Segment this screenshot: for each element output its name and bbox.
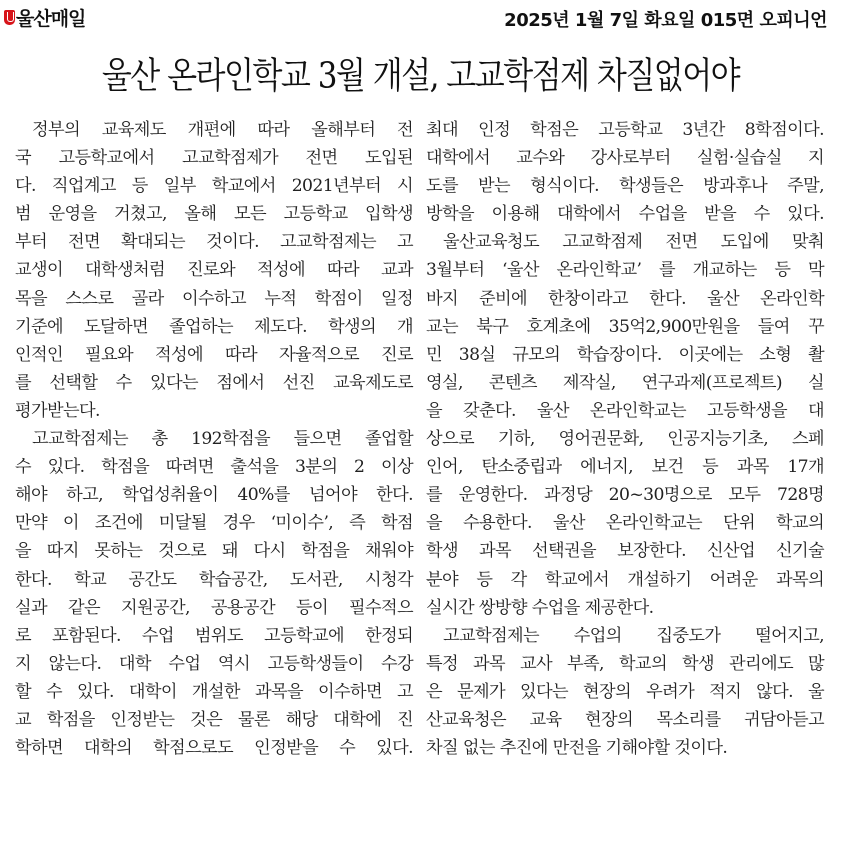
article-text-line: 목을 스스로 골라 이수하고 누적 학점이 일정 bbox=[15, 288, 413, 309]
article-text-line: 지 않는다. 대학 수업 역시 고등학생들이 수강 bbox=[15, 653, 413, 674]
article-column-left bbox=[15, 116, 413, 762]
article-text-line: 영실, 콘텐츠 제작실, 연구과제(프로젝트) 실 bbox=[426, 372, 824, 393]
dateline: 2025년 1월 7일 화요일 015면 오피니언 bbox=[504, 10, 827, 31]
article-text-line: 학생 과목 선택권을 보장한다. 신산업 신기술 bbox=[426, 541, 824, 562]
article-text-line: 은 문제가 있다는 현장의 우려가 적지 않다. 울 bbox=[426, 681, 824, 702]
article-text-line: 수 있다. 학점을 따려면 출석을 3분의 2 이상 bbox=[15, 457, 413, 478]
article-text-line: 민 38실 규모의 학습장이다. 이곳에는 소형 촬 bbox=[426, 344, 824, 365]
article-text-line: 차질 없는 추진에 만전을 기해야할 것이다. bbox=[426, 738, 728, 759]
article-text-line: 학하면 대학의 학점으로도 인정받을 수 있다. bbox=[15, 738, 413, 759]
article-text-line: 평가받는다. bbox=[15, 400, 100, 421]
article-text-line: 인적인 필요와 적성에 따라 자율적으로 진로 bbox=[15, 344, 413, 365]
article-column-right bbox=[426, 116, 824, 762]
logo-u-icon bbox=[4, 10, 15, 25]
article-text-line: 인어, 탄소중립과 에너지, 보건 등 과목 17개 bbox=[426, 457, 824, 478]
article-text-line: 교 학점을 인정받는 것은 물론 해당 대학에 진 bbox=[15, 709, 413, 730]
article-headline: 울산 온라인학교 3월 개설, 고교학점제 차질없어야 bbox=[101, 55, 740, 97]
article-text-line: 방학을 이용해 대학에서 수업을 받을 수 있다. bbox=[426, 204, 824, 225]
article-text-line: 특정 과목 교사 부족, 학교의 학생 관리에도 많 bbox=[426, 653, 824, 674]
article-text-line: 기준에 도달하면 졸업하는 제도다. 학생의 개 bbox=[15, 316, 413, 337]
article-text-line: 산교육청은 교육 현장의 목소리를 귀담아듣고 bbox=[426, 709, 824, 730]
article-text-line: 대학에서 교수와 강사로부터 실험·실습실 지 bbox=[426, 148, 824, 169]
article-text-line: 상으로 기하, 영어권문화, 인공지능기초, 스페 bbox=[426, 429, 824, 450]
masthead bbox=[0, 0, 841, 36]
article-text-line: 로 포함된다. 수업 범위도 고등학교에 한정되 bbox=[15, 625, 413, 646]
article-text-line: 도를 받는 형식이다. 학생들은 방과후나 주말, bbox=[426, 176, 824, 197]
article-text-line: 국 고등학교에서 고교학점제가 전면 도입된 bbox=[15, 148, 413, 169]
article-text-line: 실시간 쌍방향 수업을 제공한다. bbox=[426, 597, 654, 618]
article-text-line: 만약 이 조건에 미달될 경우 ‘미이수’, 즉 학점 bbox=[15, 513, 413, 534]
article-text-line: 를 운영한다. 과정당 20~30명으로 모두 728명 bbox=[426, 485, 824, 506]
article-text-line: 부터 전면 확대되는 것이다. 고교학점제는 고 bbox=[15, 232, 413, 253]
article-text-line: 바지 준비에 한창이라고 한다. 울산 온라인학 bbox=[426, 288, 824, 309]
article-text-line: 을 따지 못하는 것으로 돼 다시 학점을 채워야 bbox=[15, 541, 413, 562]
article-text-line: 해야 하고, 학업성취율이 40%를 넘어야 한다. bbox=[15, 485, 413, 506]
article-text-line: 분야 등 각 학교에서 개설하기 어려운 과목의 bbox=[426, 569, 824, 590]
article-text-line: 을 수용한다. 울산 온라인학교는 단위 학교의 bbox=[426, 513, 824, 534]
article-text-line: 고교학점제는 수업의 집중도가 떨어지고, bbox=[443, 625, 824, 646]
article-text-line: 정부의 교육제도 개편에 따라 올해부터 전 bbox=[32, 120, 413, 140]
article-text-line: 를 선택할 수 있다는 점에서 선진 교육제도로 bbox=[15, 372, 413, 393]
article-text-line: 3월부터 ‘울산 온라인학교’ 를 개교하는 등 막 bbox=[426, 260, 824, 281]
article-text-line: 교생이 대학생처럼 진로와 적성에 따라 교과 bbox=[15, 260, 413, 281]
newspaper-logo bbox=[4, 4, 85, 31]
article-text-line: 다. 직업계고 등 일부 학교에서 2021년부터 시 bbox=[15, 176, 413, 197]
article-text-line: 한다. 학교 공간도 학습공간, 도서관, 시청각 bbox=[15, 569, 413, 590]
article-text-line: 고교학점제는 총 192학점을 들으면 졸업할 bbox=[32, 429, 413, 450]
article-text-line: 할 수 있다. 대학이 개설한 과목을 이수하면 고 bbox=[15, 681, 413, 702]
article-text-line: 최대 인정 학점은 고등학교 3년간 8학점이다. bbox=[426, 120, 824, 140]
article-text-line: 교는 북구 호계초에 35억2,900만원을 들여 꾸 bbox=[426, 316, 824, 337]
article-text-line: 을 갖춘다. 울산 온라인학교는 고등학생을 대 bbox=[426, 400, 824, 421]
logo-text: 울산매일 bbox=[16, 8, 86, 30]
article-text-line: 울산교육청도 고교학점제 전면 도입에 맞춰 bbox=[443, 232, 824, 253]
article-text-line: 범 운영을 거쳤고, 올해 모든 고등학교 입학생 bbox=[15, 204, 413, 225]
article-text-line: 실과 같은 지원공간, 공용공간 등이 필수적으 bbox=[15, 597, 413, 618]
